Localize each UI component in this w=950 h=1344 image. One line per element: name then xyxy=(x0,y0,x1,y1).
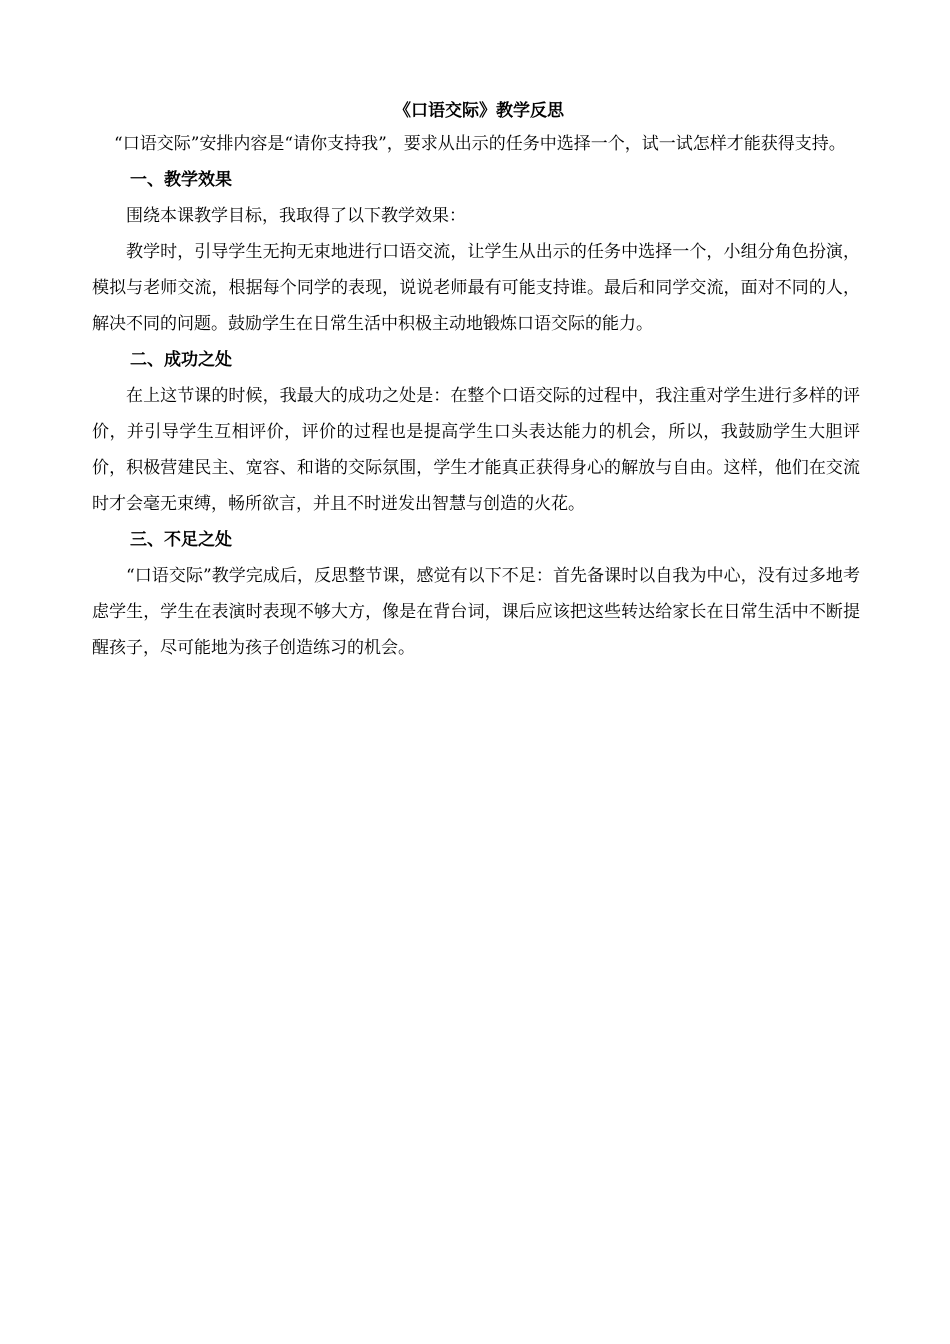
section-heading-shortcomings: 三、不足之处 xyxy=(130,530,232,550)
section-paragraph: 在上这节课的时候，我最大的成功之处是：在整个口语交际的过程中，我注重对学生进行多样的评价，并引导学生互相评价，评价的过程也是提高学生口头表达能力的机会，所以，我鼓励学生大胆评价，积极营建民主、宽容、和谐的交际氛围，学生才能真正获得身心的解放与自由。这样，他们在交流时才会毫无束缚，畅所欲言，并且不时迸发出智慧与创造的火花。 xyxy=(92,386,860,514)
document-title: 《口语交际》教学反思 xyxy=(394,101,564,121)
section-heading-teaching-effect: 一、教学效果 xyxy=(130,170,232,190)
section-paragraph: “口语交际”教学完成后，反思整节课，感觉有以下不足：首先备课时以自我为中心，没有过多地考虑学生，学生在表演时表现不够大方，像是在背台词，课后应该把这些转达给家长在日常生活中不断提醒孩子，尽可能地为孩子创造练习的机会。 xyxy=(92,566,860,658)
intro-paragraph: “口语交际”安排内容是“请你支持我”，要求从出示的任务中选择一个，试一试怎样才能获得支持。 xyxy=(114,134,846,154)
section-heading-successes: 二、成功之处 xyxy=(130,350,232,370)
section-paragraph: 教学时，引导学生无拘无束地进行口语交流，让学生从出示的任务中选择一个，小组分角色扮演，模拟与老师交流，根据每个同学的表现，说说老师最有可能支持谁。最后和同学交流，面对不同的人，解决不同的问题。鼓励学生在日常生活中积极主动地锻炼口语交际的能力。 xyxy=(92,242,860,334)
section-paragraph: 围绕本课教学目标，我取得了以下教学效果： xyxy=(126,206,466,226)
document-page xyxy=(92,96,860,666)
